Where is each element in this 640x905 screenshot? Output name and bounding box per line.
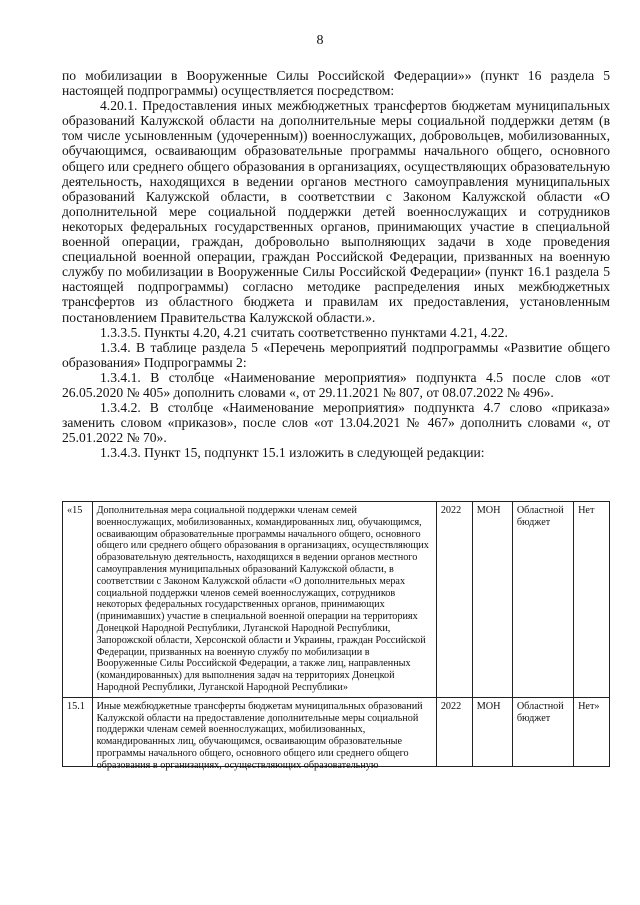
measure-name: [92, 697, 436, 771]
measures-table: [62, 501, 610, 771]
measure-amount: Нет»: [574, 697, 610, 766]
measure-responsible: МОН: [472, 502, 512, 698]
measure-funding-source: Областной бюджет: [512, 502, 573, 698]
paragraph-1-3-4: 1.3.4. В таблице раздела 5 «Перечень мероприятий подпрограммы «Развитие общего образования» Подпрограммы 2:: [62, 339, 610, 370]
measure-year: 2022: [436, 502, 472, 698]
row-number: 15.1: [63, 697, 93, 766]
paragraph-1-3-4-3: 1.3.4.3. Пункт 15, подпункт 15.1 изложить в следующей редакции:: [100, 445, 485, 461]
paragraph-continuation: по мобилизации в Вооруженные Силы Российской Федерации»» (пункт 16 раздела 5 настоящей подпрограммы) осуществляется посредством:: [62, 68, 610, 99]
paragraph-4-20-1: 4.20.1. Предоставления иных межбюджетных трансфертов бюджетам муниципальных образований Калужской области на дополнительные меры социальной поддержки детям (в том числе усыновленным (удочеренным)) военнослужащих, добровольцев, мобилизованных, обучающимся, осваивающим образовательные программы начального общего, основного общего или среднего общего образования в организациях, осуществляющих образовательную деятельность, находящихся в ведении органов местного самоуправления муниципальных образований Калужской области, в соответствии с Законом Калужской области «О дополнительной мере социальной поддержки детей военнослужащих и сотрудников некоторых федеральных государственных органов, принимающих участие в специальной военной операции, граждан, добровольно выполняющих задачи в ходе проведения специальной военной операции, граждан Российской Федерации, призванных на военную службу по мобилизации в Вооруженные Силы Российской Федерации» (пункт 16.1 раздела 5 настоящей подпрограммы) согласно методике распределения иных межбюджетных трансфертов из областного бюджета и правилам их предоставления, установленным постановлением Правительства Калужской области.».: [62, 98, 610, 325]
page-number: 8: [316, 33, 324, 48]
row-number: «15: [63, 502, 93, 698]
measure-year: 2022: [436, 697, 472, 766]
paragraph-1-3-4-2: 1.3.4.2. В столбце «Наименование мероприятия» подпункта 4.7 слово «приказа» заменить словом «приказов», после слов «от 13.04.2021 № 467» дополнить словами «, от 25.01.2022 № 70».: [62, 400, 610, 446]
table-row: [63, 697, 610, 766]
measure-responsible: МОН: [472, 697, 512, 766]
table-row: [63, 502, 610, 698]
measure-funding-source: Областной бюджет: [512, 697, 573, 766]
measure-amount: Нет: [574, 502, 610, 698]
paragraph-1-3-4-1: 1.3.4.1. В столбце «Наименование мероприятия» подпункта 4.5 после слов «от 26.05.2020 № 405» дополнить словами «, от 29.11.2021 № 807, от 08.07.2022 № 496».: [62, 369, 610, 400]
paragraph-1-3-3-5: 1.3.3.5. Пункты 4.20, 4.21 считать соответственно пунктами 4.21, 4.22.: [100, 324, 508, 340]
measure-name: Дополнительная мера социальной поддержки членам семей военнослужащих, мобилизованных, командированных лиц, обучающимся, осваивающим образовательные программы начального общего, основного общего или среднего общего образования в организациях, осуществляющих образовательную деятельность, находящихся в ведении органов местного самоуправления муниципальных образований Калужской области, в соответствии с Законом Калужской области «О дополнительных мерах социальной поддержки членов семей военнослужащих, сотрудников некоторых федеральных государственных органов, принимающих (принимавших) участие в специальной военной операции на территориях Донецкой Народной Республики, Луганской Народной Республики, Запорожской области, Херсонской области и Украины, граждан Российской Федерации, призванных на военную службу по мобилизации в Вооруженные Силы Российской Федерации, а также лиц, направленных (командированных) для выполнения задач на территориях Донецкой Народной Республики, Луганской Народной Республики»: [92, 502, 436, 698]
body-text: [62, 68, 610, 460]
measure-name-text: Иные межбюджетные трансферты бюджетам муниципальных образований Калужской области на предоставление дополнительные меры социальной поддержки членам семей военнослужащих, мобилизованных, командированных лиц, обучающимся, осваивающим образовательные программы начального общего, основного общего или среднего общего образования в организациях, осуществляющих образовательную: [96, 700, 423, 771]
